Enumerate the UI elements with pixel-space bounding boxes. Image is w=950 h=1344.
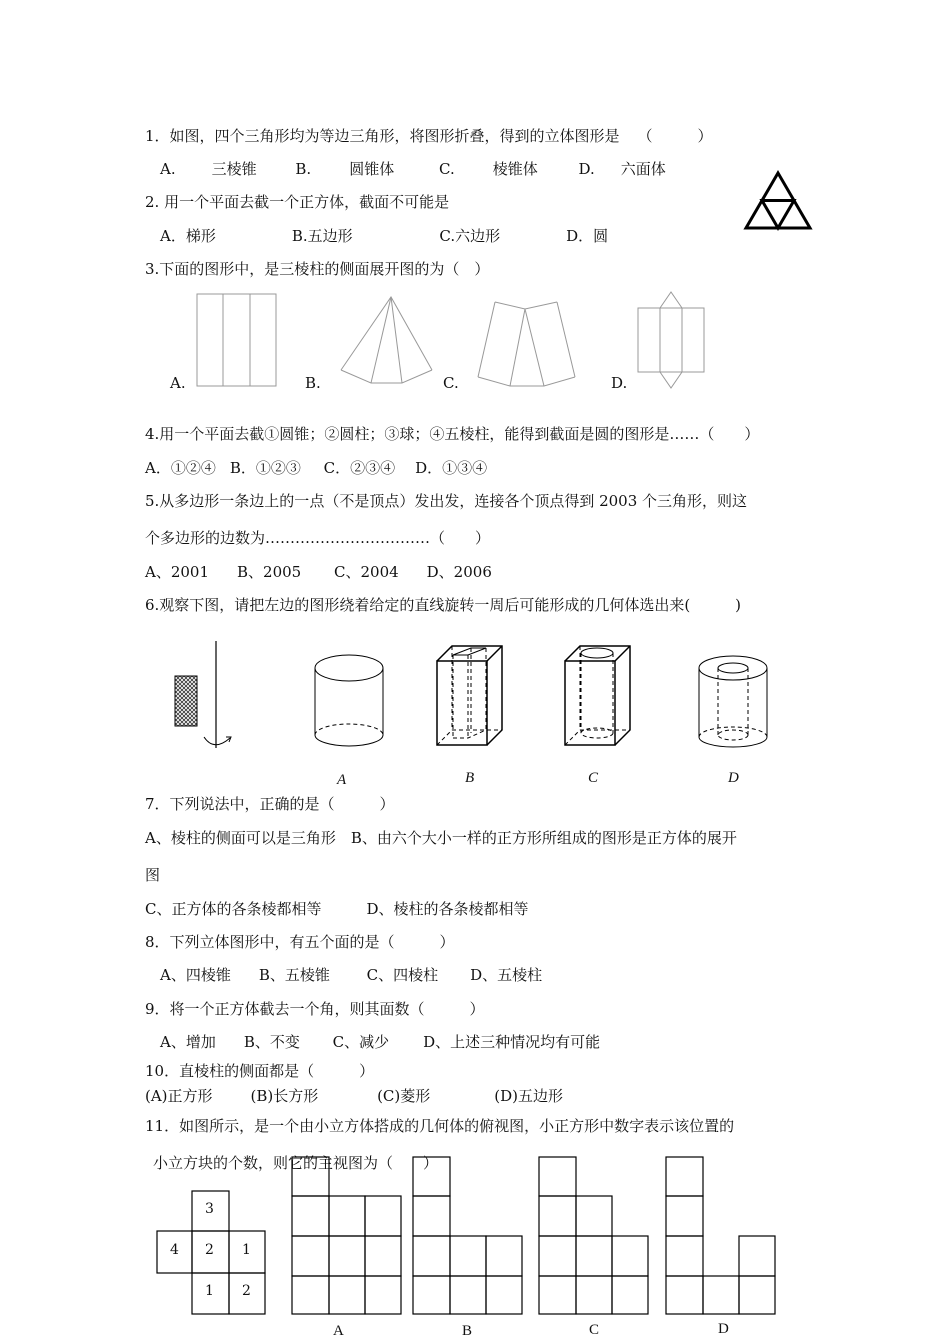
q3-label-d: D. [611, 374, 628, 392]
q2-stem: 2. 用一个平面去截一个正方体，截面不可能是 [145, 193, 450, 211]
q3-stem: 3.下面的图形中，是三棱柱的侧面展开图的为（ ） [145, 260, 490, 278]
q7-line3: C、正方体的各条棱都相等 D、棱柱的各条棱都相等 [145, 900, 529, 918]
q8-options: A、四棱锥 B、五棱锥 C、四棱柱 D、五棱柱 [160, 966, 543, 984]
q6-label-b: B [465, 770, 475, 786]
q2-options: A．梯形 B.五边形 C.六边形 D．圆 [160, 227, 609, 245]
q11-stem-line2: 小立方块的个数，则它的主视图为（ ） [153, 1154, 439, 1172]
grid-cell-value: 1 [242, 1242, 251, 1258]
q9-options: A、增加 B、不变 C、减少 D、上述三种情况均有可能 [160, 1033, 601, 1051]
q6-label-c: C [588, 770, 599, 786]
grid-cell-value: 4 [170, 1242, 179, 1258]
q11-label-a: A [333, 1323, 344, 1339]
grid-cell-value: 3 [205, 1201, 214, 1217]
q5-stem-line1: 5.从多边形一条边上的一点（不是顶点）发出发，连接各个顶点得到 2003 个三角形，则这 [145, 492, 748, 510]
q11-label-b: B [462, 1323, 473, 1339]
q5-options: A、2001 B、2005 C、2004 D、2006 [145, 563, 492, 581]
q7-stem: 7．下列说法中，正确的是（ ） [145, 795, 395, 813]
q6-stem: 6.观察下图，请把左边的图形绕着给定的直线旋转一周后可能形成的几何体选出来( ) [145, 596, 742, 614]
grid-cell-value: 2 [205, 1242, 214, 1258]
q11-label-d: D [718, 1321, 729, 1337]
q1-options: A. 三棱锥 B. 圆锥体 C. 棱锥体 D. 六面体 [160, 160, 666, 178]
q1-stem: 1．如图，四个三角形均为等边三角形，将图形折叠，得到的立体图形是 （ ） [145, 127, 713, 145]
q10-options: (A)正方形 (B)长方形 (C)菱形 (D)五边形 [145, 1087, 563, 1105]
q7-line1: A、棱柱的侧面可以是三角形 B、由六个大小一样的正方形所组成的图形是正方体的展开 [145, 829, 737, 847]
q9-stem: 9．将一个正方体截去一个角，则其面数（ ） [145, 1000, 485, 1018]
q8-stem: 8．下列立体图形中，有五个面的是（ ） [145, 933, 455, 951]
q5-stem-line2: 个多边形的边数为……………………………（ ） [145, 529, 491, 547]
q10-stem: 10．直棱柱的侧面都是（ ） [145, 1062, 375, 1080]
q6-label-d: D [728, 770, 739, 786]
grid-cell-value: 2 [242, 1283, 251, 1299]
q7-line2: 图 [145, 866, 161, 884]
q11-stem-line1: 11．如图所示，是一个由小立方体搭成的几何体的俯视图，小正方形中数字表示该位置的 [145, 1117, 735, 1135]
q3-label-c: C. [443, 374, 459, 392]
q11-label-c: C [589, 1322, 600, 1338]
q4-options: A．①②④ B．①②③ C．②③④ D．①③④ [145, 459, 488, 477]
q3-label-a: A. [170, 374, 186, 392]
grid-cell-value: 1 [205, 1283, 214, 1299]
q3-label-b: B. [305, 374, 321, 392]
q4-stem: 4.用一个平面去截①圆锥；②圆柱；③球；④五棱柱，能得到截面是圆的图形是……（ ） [145, 425, 760, 443]
q6-label-a: A [337, 772, 347, 788]
